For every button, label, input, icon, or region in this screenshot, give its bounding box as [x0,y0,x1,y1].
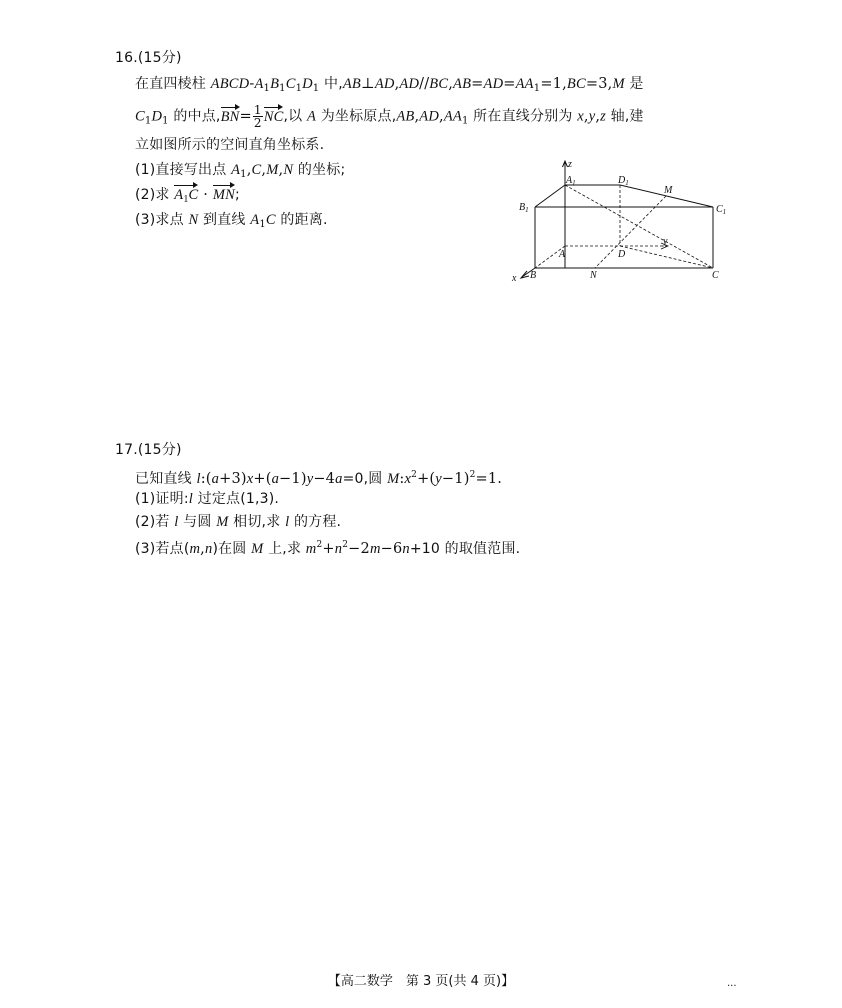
vector-mn: MN [212,187,236,203]
problem-17-question-3: (3)若点(m,n)在圆 M 上,求 $m^2+n^2-2m-6n+10$ 的取值范围. [135,540,521,557]
problem-16-statement-line-2: $C_1D_1$ 的中点,BN= $\frac{1}{2}$ NC,以 A 为坐标原点$,AB,AD,AA_1$ 所在直线分别为 x,y,z 轴,建 [135,103,644,130]
label-d: D [618,249,626,260]
vector-nc: NC [263,108,284,125]
label-n: N [590,270,597,281]
problem-17-statement: 已知直线 l:(a+3)x+(a−1)y−4a=0,圆 $M:x^2+(y-1)^2=1$. [135,470,503,487]
edge-a1-b1 [535,185,565,207]
prism-figure [505,156,740,284]
problem-16-question-1: (1)直接写出点 $A_1,C,M,N$ 的坐标; [135,162,346,180]
label-y: y [663,236,668,247]
label-a1: $A_1$ [566,175,576,187]
label-b: B [530,270,537,281]
label-x: x [512,273,517,284]
problem-17-heading: 17.(15分) [115,442,182,458]
label-c1: $C_1$ [716,204,727,216]
problem-16-question-3: (3)求点 N 到直线 $A_1C$ 的距离. [135,212,328,230]
label-b1: $B_1$ [519,202,529,214]
problem-16-heading: 16.(15分) [115,50,182,66]
problem-16-statement-line-3: 立如图所示的空间直角坐标系. [135,137,325,153]
fraction-one-half: $\frac{1}{2}$ [253,103,262,130]
vector-a1c: $A_1C$ [174,186,198,209]
problem-17-question-2: (2)若 l 与圆 M 相切,求 l 的方程. [135,514,342,530]
hidden-edge-d-c [620,246,713,268]
label-a: A [559,249,566,260]
label-c: C [712,270,719,281]
page-footer: 【高二数学 第 3 页(共 4 页)】 [327,974,515,989]
problem-16-statement-line-1: 在直四棱柱 ABCD-$A_1B_1C_1D_1$ 中$,AB\perp AD,AD//BC,AB=AD=AA_1=1,BC=3,M$ 是 [135,76,644,94]
vector-bn: BN [220,108,240,125]
segment-a1-c [565,185,713,268]
corner-mark: ... [727,978,737,989]
problem-17-question-1: (1)证明:l 过定点(1,3). [135,491,280,507]
label-m: M [664,185,673,196]
label-d1: $D_1$ [618,175,629,187]
label-z: z [568,159,572,170]
problem-16-question-2: (2)求 $A_1C$ · MN; [135,186,240,209]
